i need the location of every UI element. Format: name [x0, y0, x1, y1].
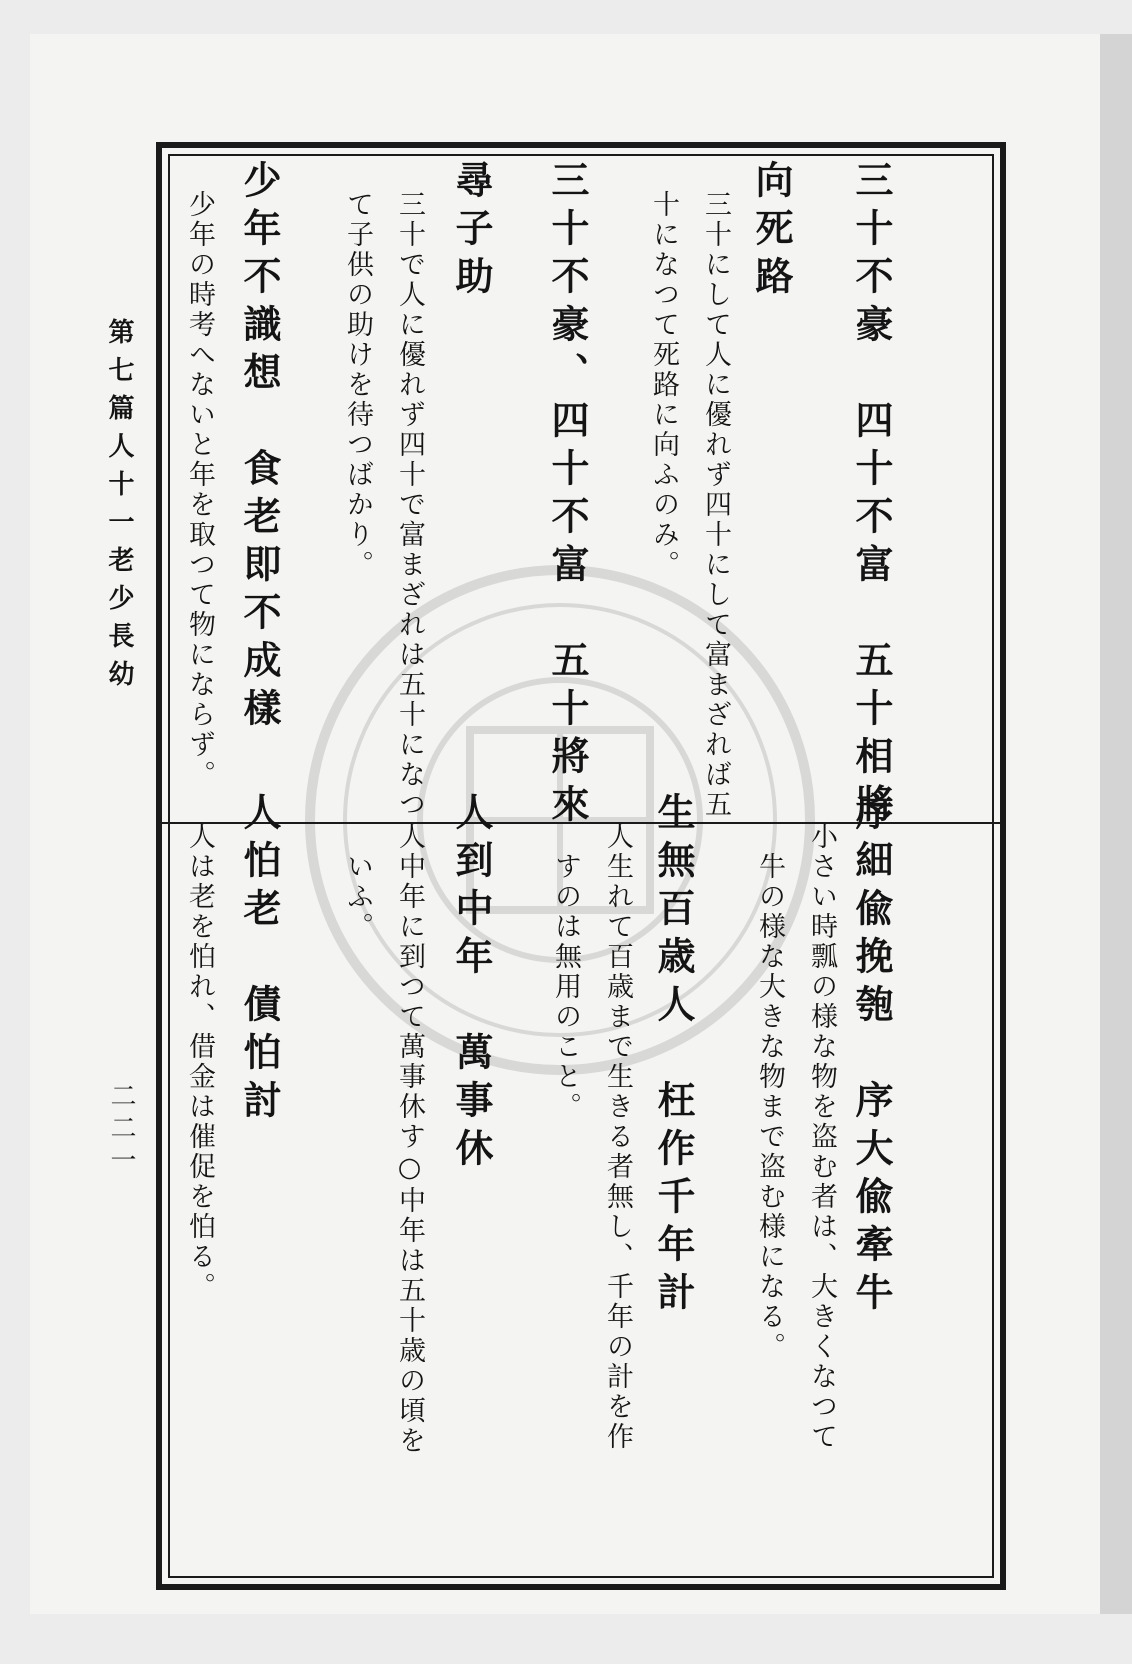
proverb-translation: すのは無用のこと。	[550, 852, 581, 1122]
chapter-header: 第七篇人十一老少長幼	[104, 318, 134, 698]
proverb-heading: 人到中年 萬事休	[449, 792, 494, 1176]
proverb-translation: 人中年に到つて萬事休す○中年は五十歳の頃を	[394, 822, 425, 1456]
page-number: 二二一	[106, 1082, 136, 1178]
proverb-heading: 向死路	[749, 160, 794, 304]
proverb-translation: いふ。	[342, 852, 373, 942]
proverb-translation: て子供の助けを待つばかり。	[342, 190, 373, 580]
proverb-heading: 三十不豪 四十不富 五十相將	[849, 160, 894, 832]
page-edge-shadow	[1100, 34, 1132, 1614]
proverb-heading: 三十不豪、四十不富 五十將來	[545, 160, 590, 832]
proverb-heading: 尋子助	[449, 160, 494, 304]
proverb-heading: 少年不識想 食老即不成樣	[237, 160, 282, 736]
proverb-heading: 生無百歳人 枉作千年計	[651, 792, 696, 1320]
proverb-translation: 十になつて死路に向ふのみ。	[648, 190, 679, 580]
proverb-translation: 少年の時考へないと年を取つて物にならず。	[184, 190, 215, 790]
proverb-translation: 牛の様な大きな物まで盗む様になる。	[754, 852, 785, 1362]
proverb-translation: 三十で人に優れず四十で富まざれは五十になつ	[394, 190, 425, 820]
proverb-translation: 人は老を怕れ、借金は催促を怕る。	[184, 822, 215, 1302]
proverb-heading: 序細偸挽匏 序大偸牽牛	[849, 792, 894, 1320]
proverb-heading: 人怕老 債怕討	[237, 792, 282, 1128]
proverb-translation: 三十にして人に優れず四十にして富まざれば五	[700, 190, 731, 820]
proverb-translation: 人生れて百歳まで生きる者無し、千年の計を作	[602, 822, 633, 1452]
proverb-translation: 小さい時瓢の様な物を盗む者は、大きくなつて	[806, 822, 837, 1452]
